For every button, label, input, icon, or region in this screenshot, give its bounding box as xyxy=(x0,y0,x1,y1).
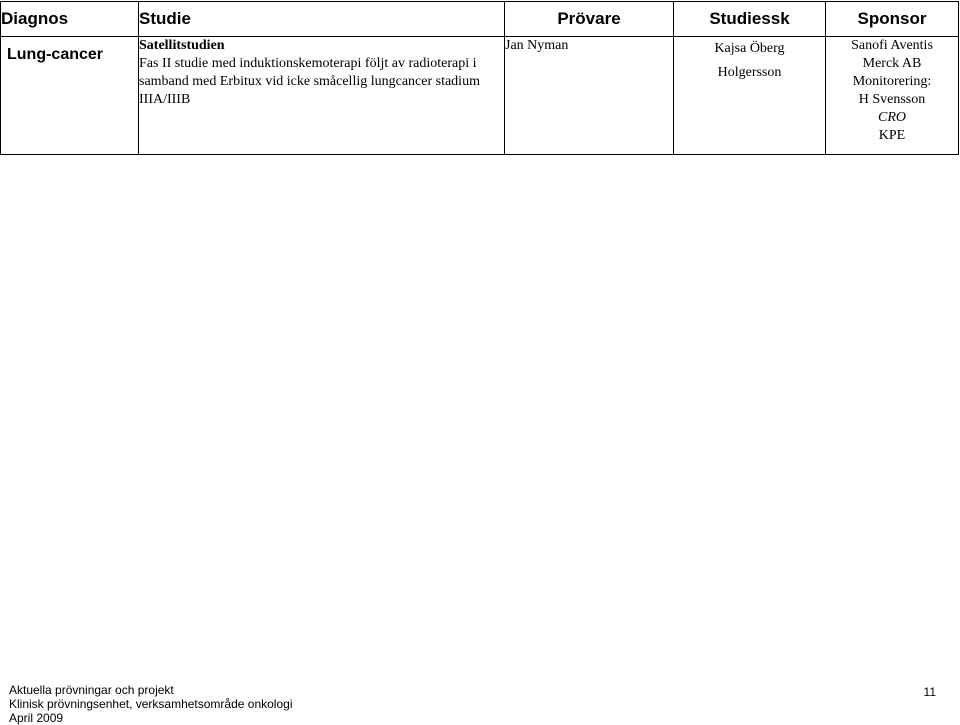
sponsor-cro: CRO xyxy=(878,110,906,125)
page-number: 11 xyxy=(923,685,936,699)
footer xyxy=(9,683,292,725)
header-diagnos: Diagnos xyxy=(1,2,139,37)
coordinator-line-1: Kajsa Öberg xyxy=(714,41,785,56)
study-description: Fas II studie med induktionskemoterapi följt av radioterapi i samband med Erbitux vid icke småcellig lungcancer stadium IIIA/IIIB xyxy=(139,56,480,107)
sponsor-line-2: Merck AB xyxy=(862,56,922,71)
header-provare: Prövare xyxy=(505,2,674,37)
header-row xyxy=(1,2,959,37)
cell-provare xyxy=(505,37,674,155)
footer-date: April 2009 xyxy=(9,711,64,725)
coordinator-line-2: Holgersson xyxy=(717,65,782,80)
header-sponsor: Sponsor xyxy=(826,2,959,37)
header-studie: Studie xyxy=(139,2,505,37)
sponsor-line-4: H Svensson xyxy=(858,92,926,107)
study-title: Satellitstudien xyxy=(139,38,225,53)
sponsor-line-3: Monitorering: xyxy=(852,74,932,89)
diagnos-text: Lung-cancer xyxy=(7,46,104,63)
investigator-name: Jan Nyman xyxy=(505,38,569,53)
footer-unit: Klinisk prövningsenhet, verksamhetsområde onkologi xyxy=(9,697,293,711)
cell-studie xyxy=(139,37,505,155)
cell-studiessk xyxy=(674,37,826,155)
table-row xyxy=(1,37,959,155)
sponsor-line-1: Sanofi Aventis xyxy=(851,38,933,53)
footer-title: Aktuella prövningar och projekt xyxy=(9,683,174,697)
cell-diagnos xyxy=(1,37,139,155)
cell-sponsor xyxy=(826,37,959,155)
header-studiessk: Studiessk xyxy=(674,2,826,37)
studies-table xyxy=(0,1,959,155)
sponsor-line-6: KPE xyxy=(878,128,906,143)
